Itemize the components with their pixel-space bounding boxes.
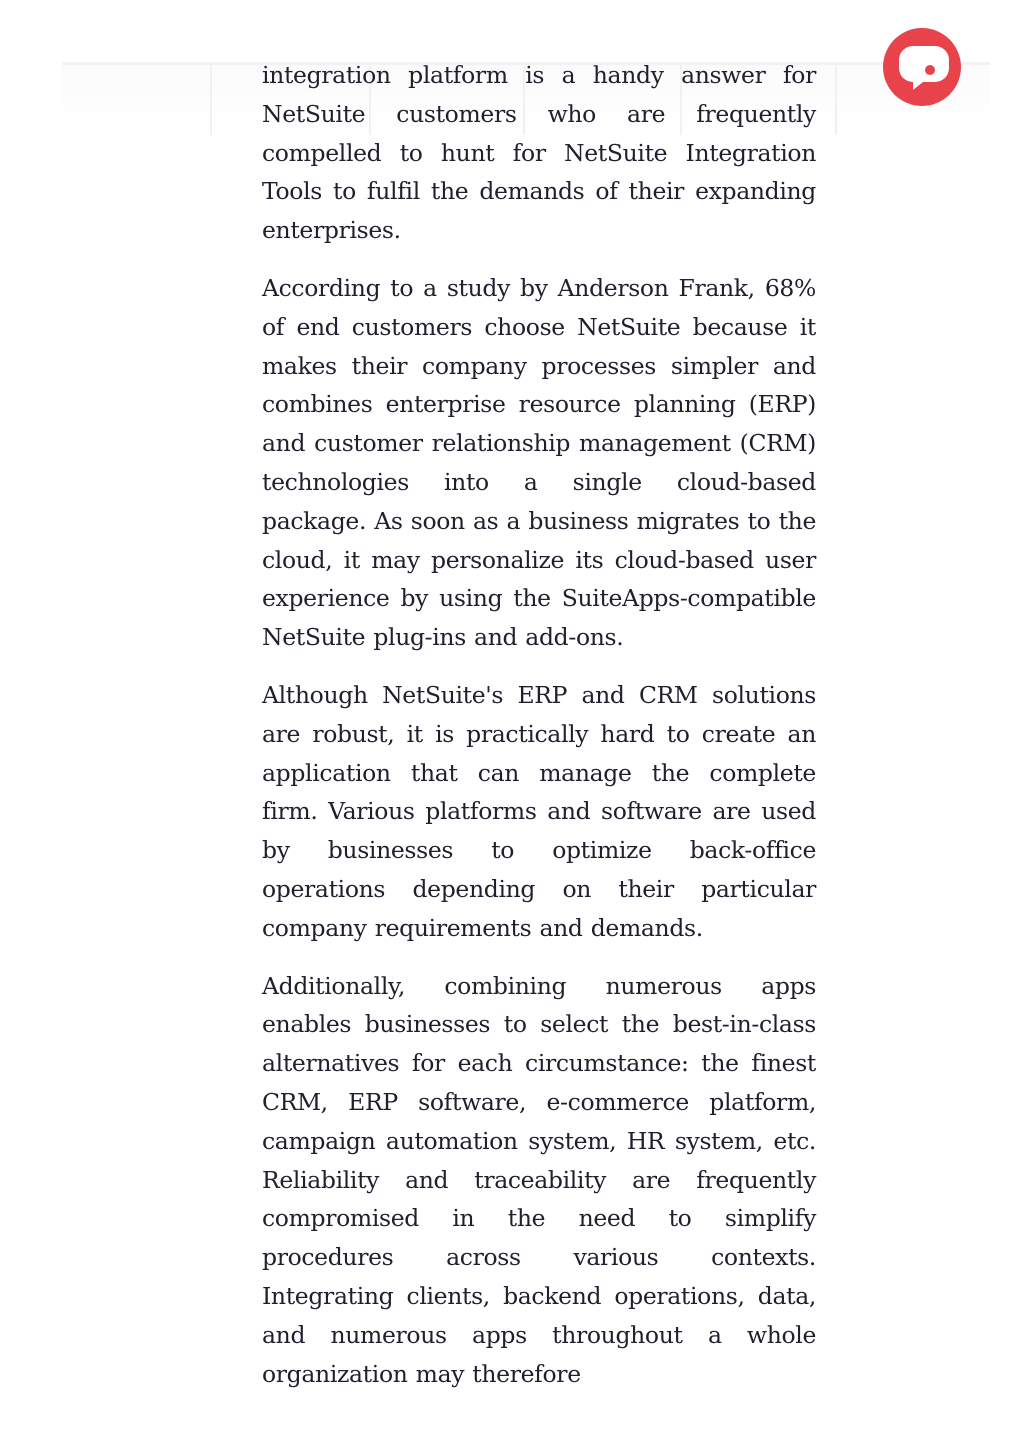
header-divider: [835, 65, 837, 135]
article-paragraph: Additionally, combining numerous apps enables businesses to select the best-in-class alternatives for each circumstance: the finest CRM, ERP software, e-commerce platform, campaign automation system, HR system, etc. Reliability and traceability are frequently compromised in the need to simplify procedures across various contexts. Integrating clients, backend operations, data, and numerous apps throughout a whole organization may therefore: [262, 971, 816, 1388]
header-divider: [210, 65, 212, 135]
chat-bubble-icon: [883, 28, 961, 106]
article-paragraph: integration platform is a handy answer for NetSuite customers who are frequently compelled to hunt for NetSuite Integration Tools to fulfil the demands of their expanding enterprises.: [262, 61, 816, 245]
article-body: [262, 56, 816, 1412]
article-paragraph: Although NetSuite's ERP and CRM solutions are robust, it is practically hard to create an application that can manage the complete firm. Various platforms and software are used by businesses to optimize back-office operations depending on their particular company requirements and demands.: [262, 680, 816, 942]
chat-button[interactable]: [883, 28, 961, 106]
article-paragraph: According to a study by Anderson Frank, 68% of end customers choose NetSuite because it makes their company processes simpler and combines enterprise resource planning (ERP) and customer relationship management (CRM) technologies into a single cloud-based package. As soon as a business migrates to the cloud, it may personalize its cloud-based user experience by using the SuiteApps-compatible NetSuite plug-ins and add-ons.: [262, 273, 816, 652]
